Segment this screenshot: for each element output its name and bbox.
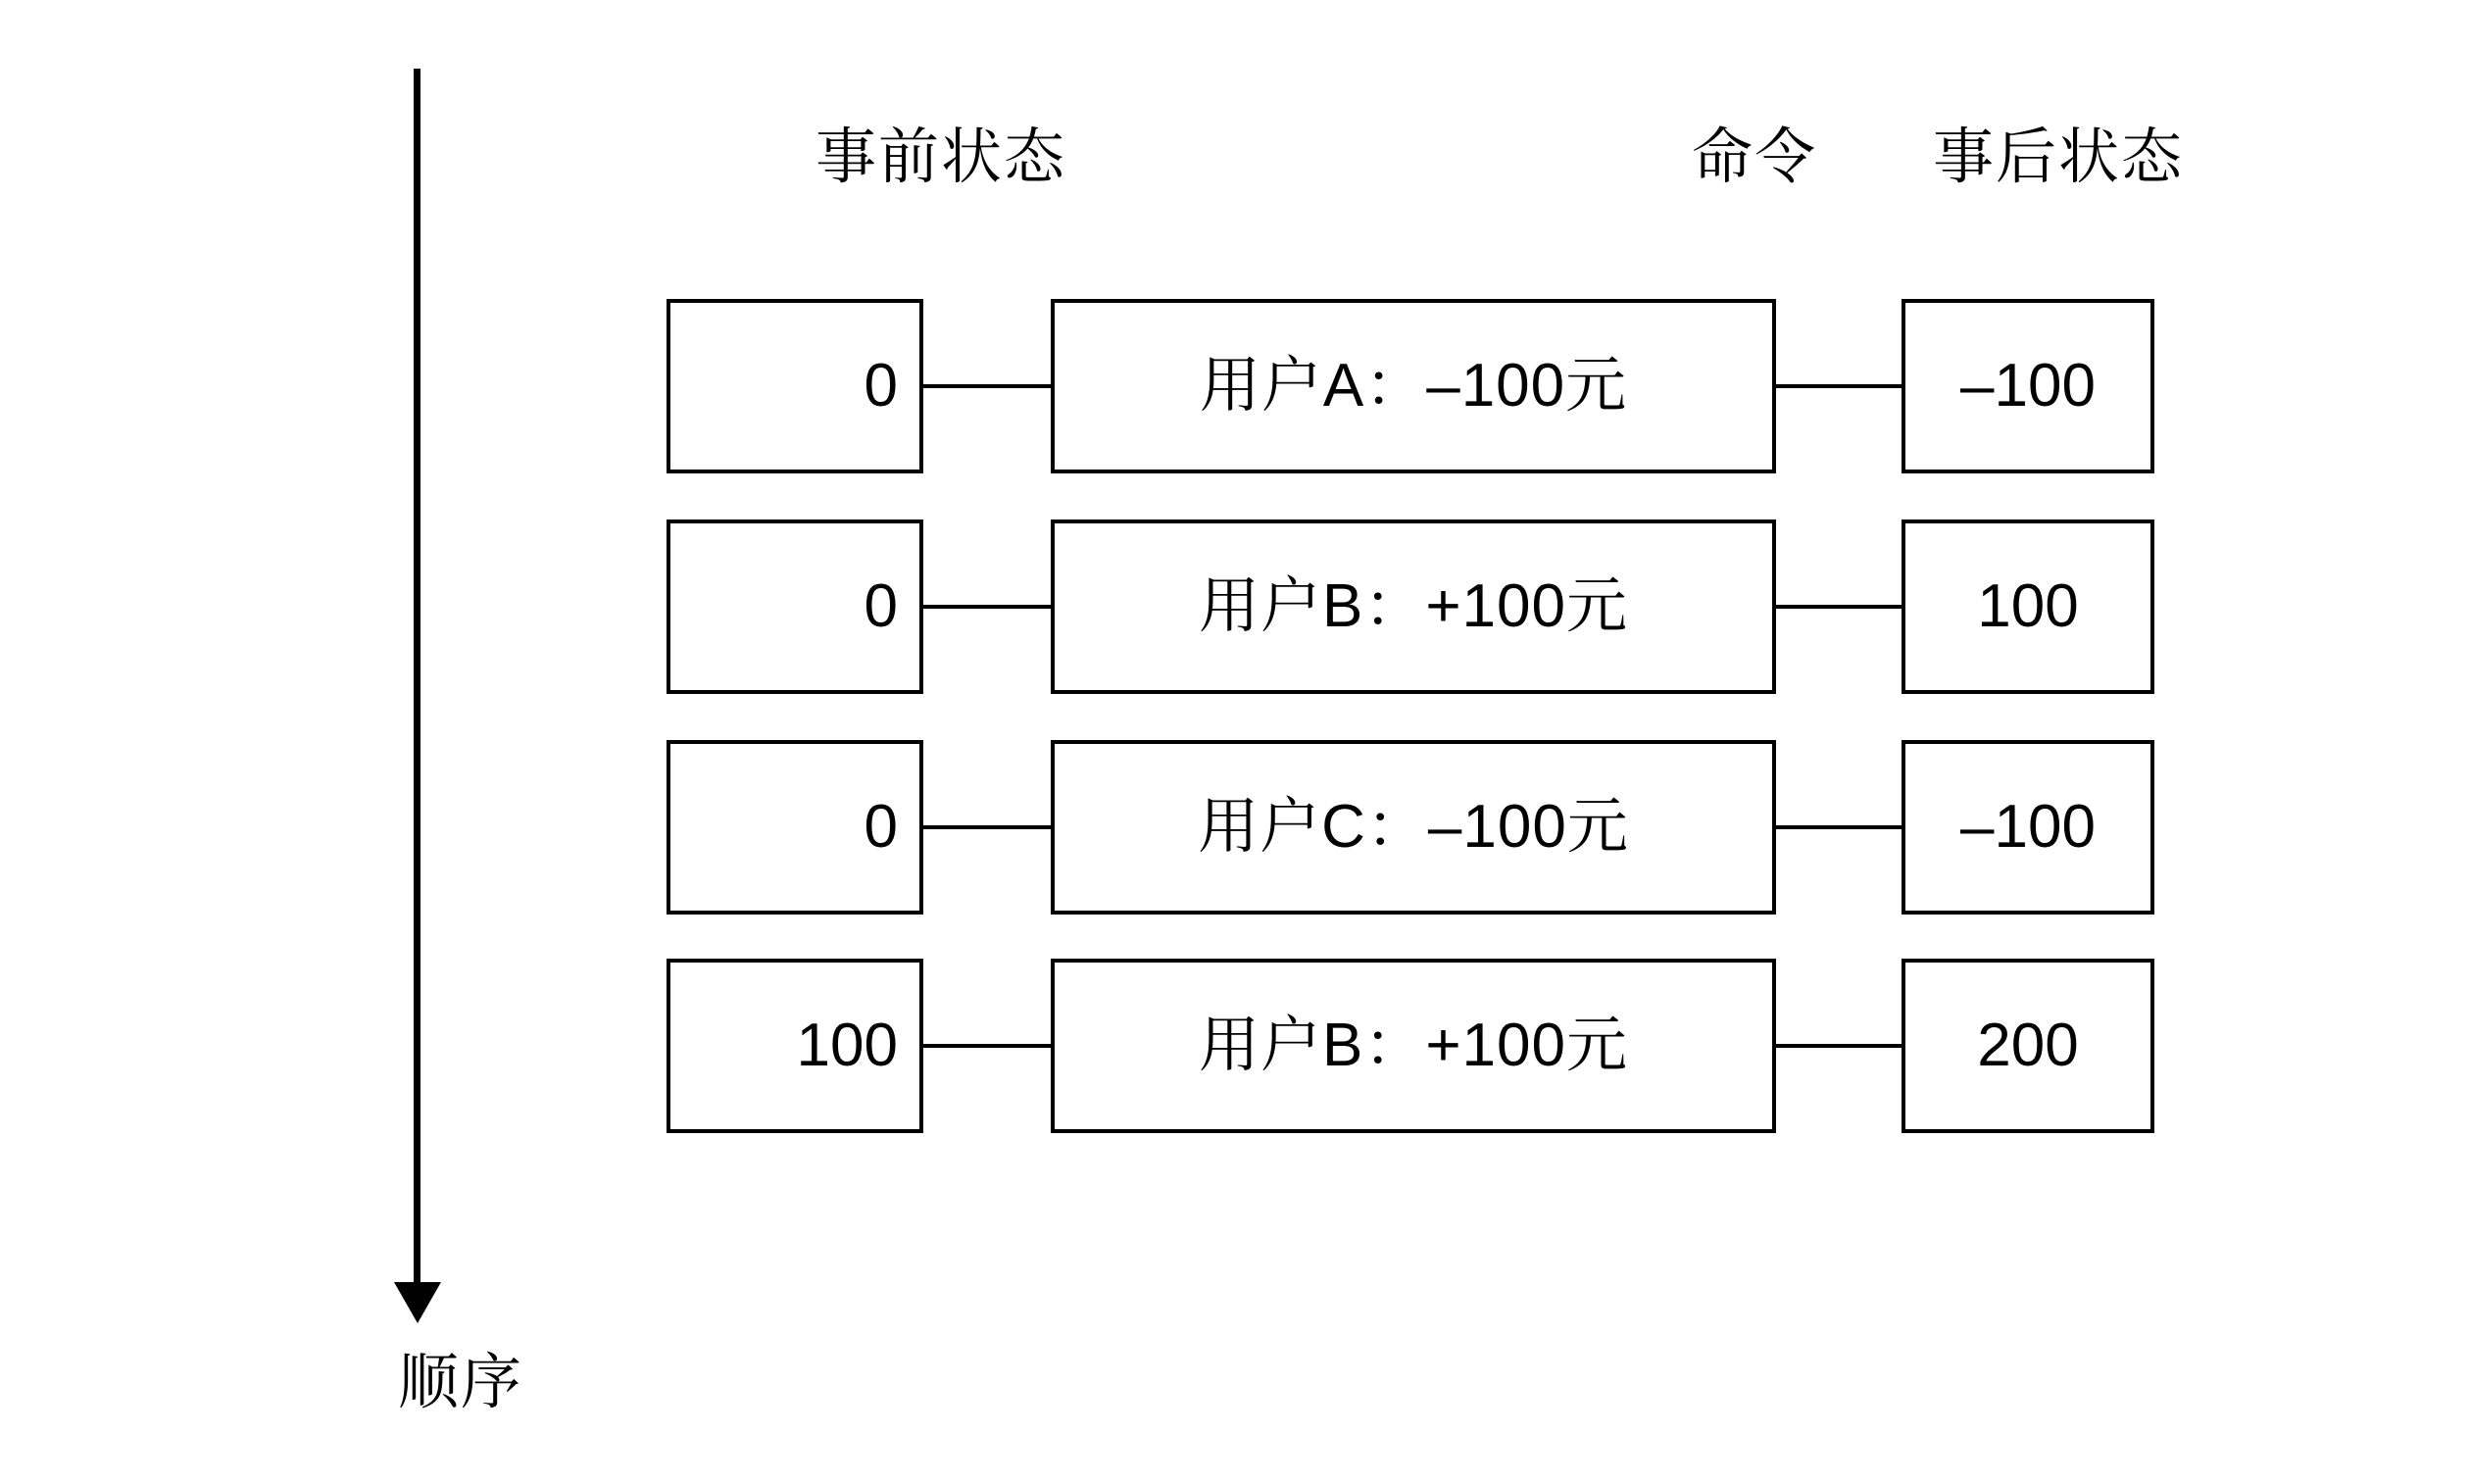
connector-line xyxy=(1776,1044,1902,1048)
connector-line xyxy=(1776,605,1902,609)
diagram-row xyxy=(667,959,2154,1133)
before-state-box: 0 xyxy=(667,299,923,473)
diagram-row xyxy=(667,519,2154,694)
column-header-after-state: 事后状态 xyxy=(1932,124,2184,191)
connector-line xyxy=(1776,384,1902,388)
diagram-row xyxy=(667,299,2154,473)
timeline-axis-line xyxy=(414,69,420,1294)
connector-line xyxy=(923,605,1051,609)
before-state-box: 0 xyxy=(667,740,923,915)
after-state-box: 100 xyxy=(1902,519,2154,694)
connector-line xyxy=(1776,825,1902,829)
connector-line xyxy=(923,1044,1051,1048)
after-state-box: –100 xyxy=(1902,299,2154,473)
command-box: 用户A：–100元 xyxy=(1051,299,1776,473)
command-box: 用户B：+100元 xyxy=(1051,959,1776,1133)
timeline-label: 顺序 xyxy=(397,1349,523,1416)
command-box: 用户C：–100元 xyxy=(1051,740,1776,915)
connector-line xyxy=(923,825,1051,829)
down-arrow-icon xyxy=(394,1282,441,1323)
after-state-box: –100 xyxy=(1902,740,2154,915)
diagram-row xyxy=(667,740,2154,915)
connector-line xyxy=(923,384,1051,388)
before-state-box: 0 xyxy=(667,519,923,694)
column-header-command: 命令 xyxy=(1691,124,1817,191)
after-state-box: 200 xyxy=(1902,959,2154,1133)
sequence-timeline xyxy=(353,59,706,1431)
command-box: 用户B：+100元 xyxy=(1051,519,1776,694)
before-state-box: 100 xyxy=(667,959,923,1133)
column-header-before-state: 事前状态 xyxy=(815,124,1066,191)
